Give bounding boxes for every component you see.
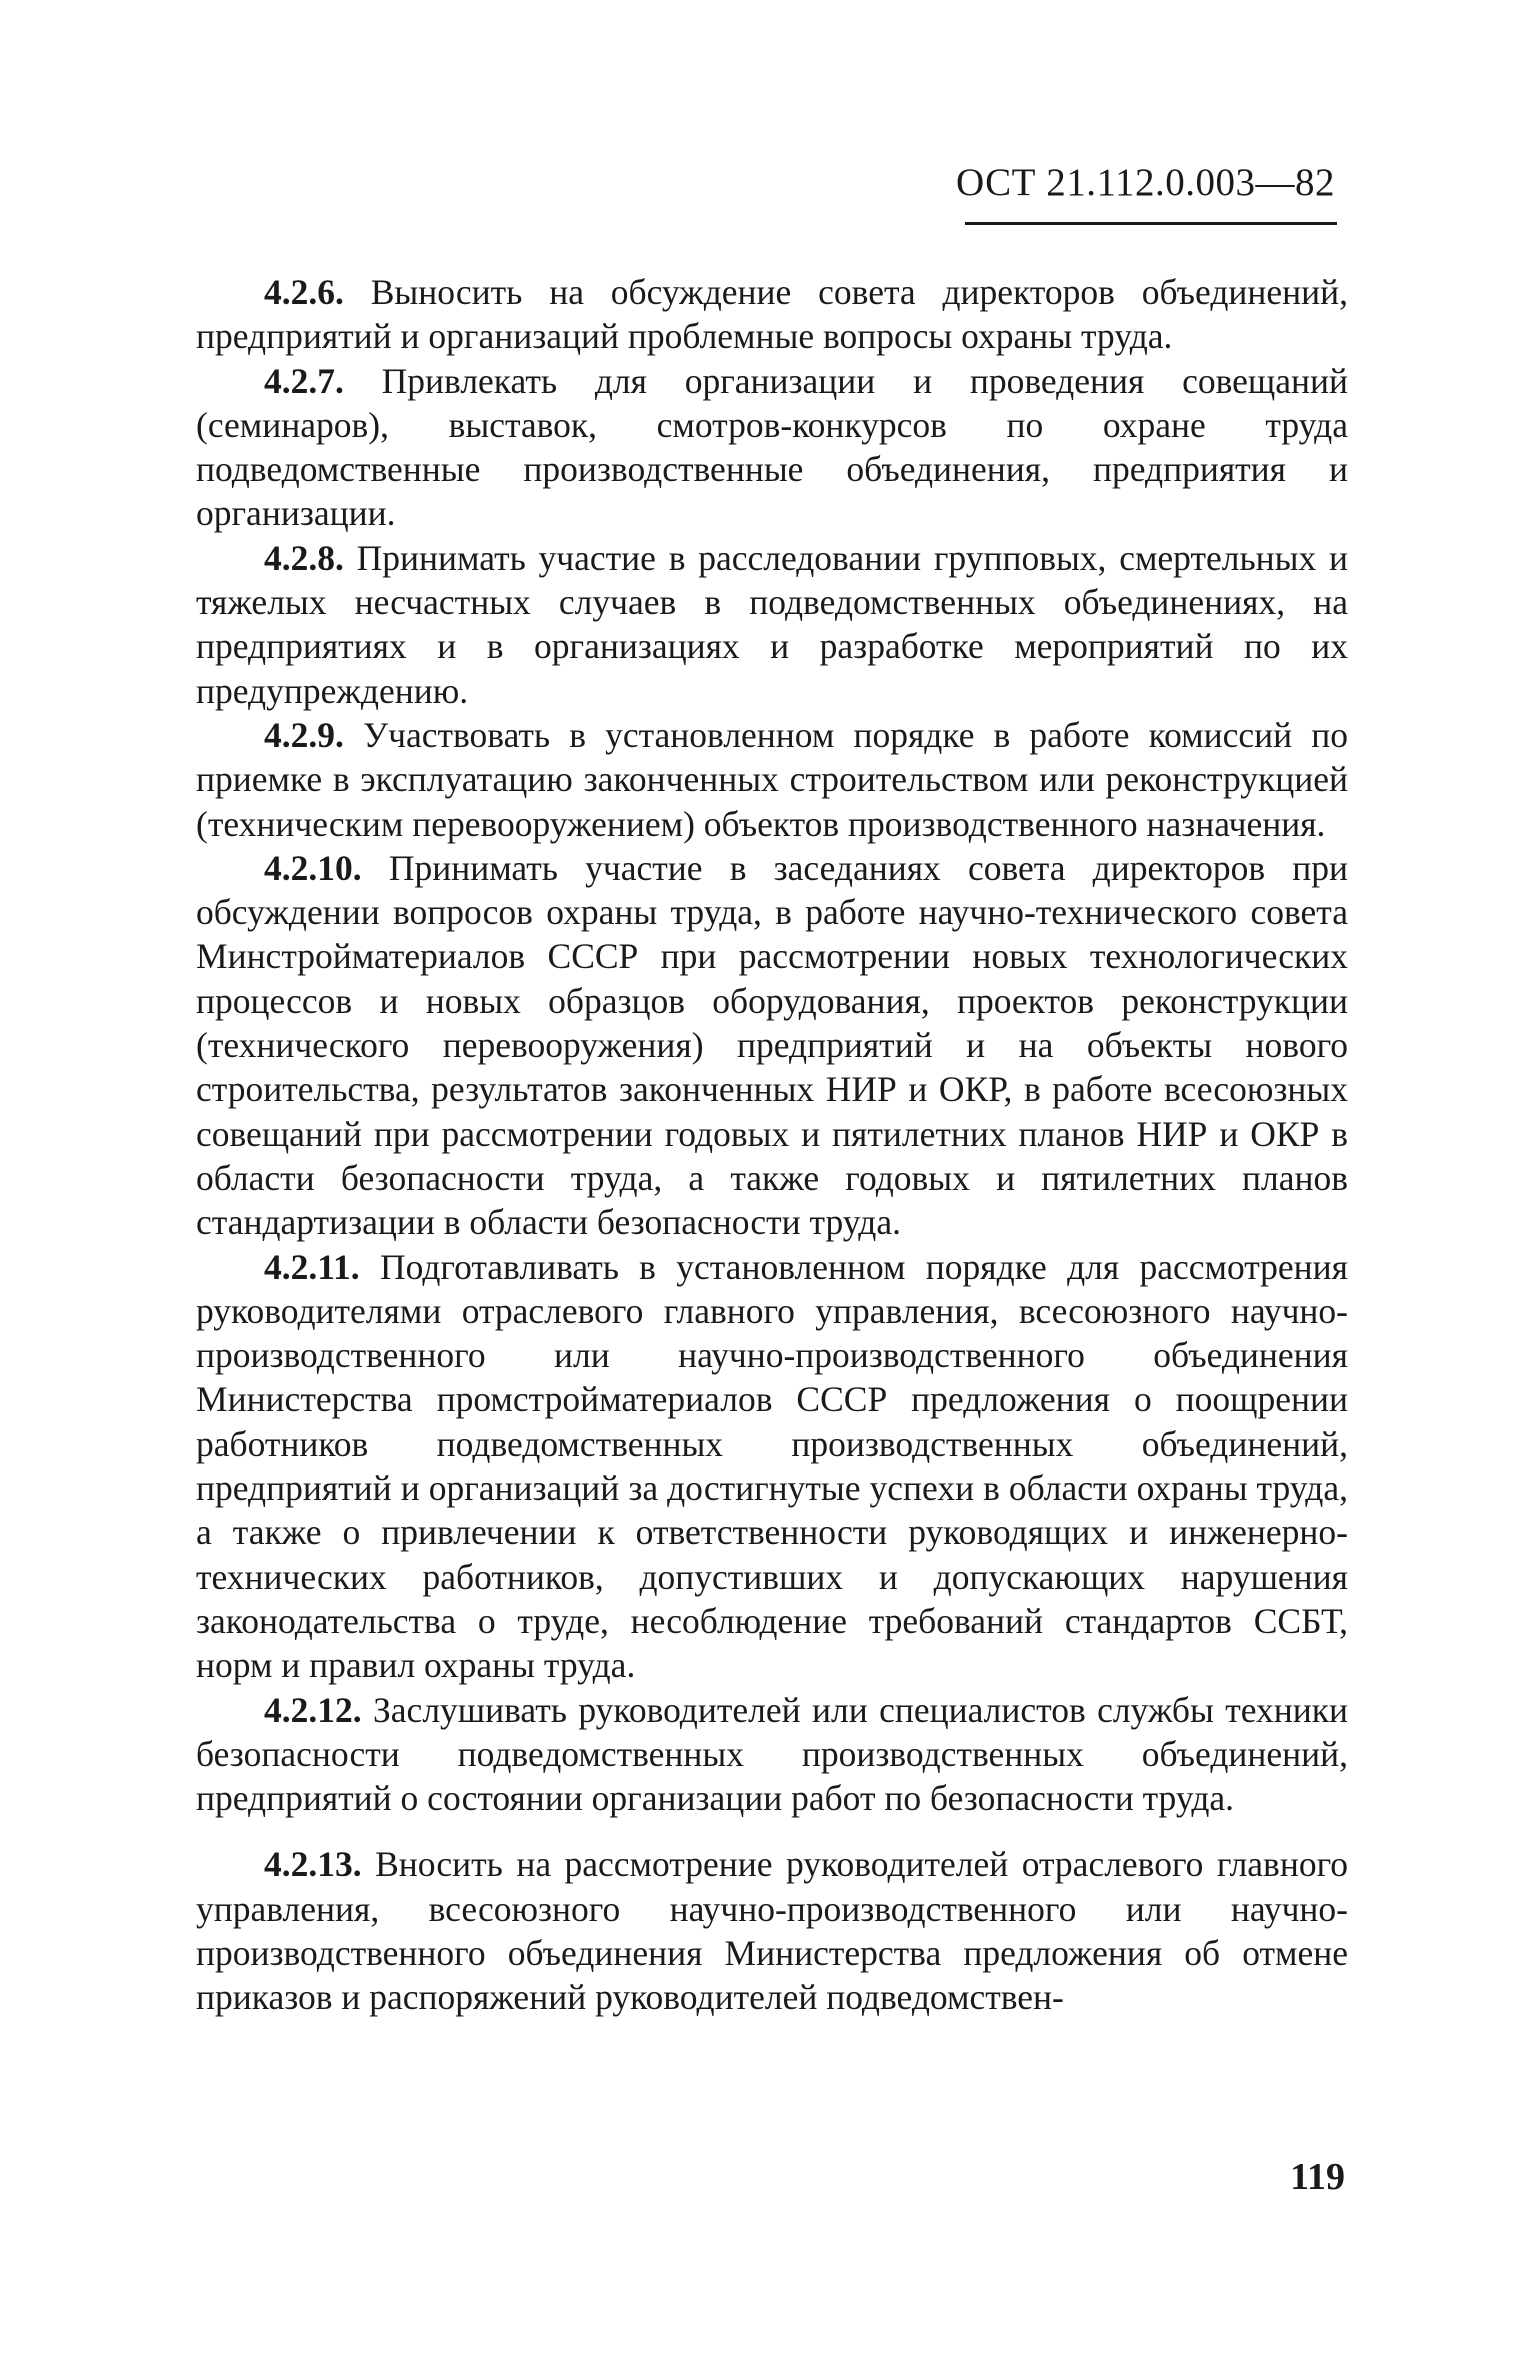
clause-text: Вносить на рассмотрение руководителей отраслевого главного управления, всесоюзного научно-производственного или научно-производственного объединения Министерства предложения об отмене приказов и распоряжений руководителей подведомствен- [196, 1844, 1348, 2018]
clause-text: Заслушивать руководителей или специалистов службы техники безопасности подведомственных производственных объединений, предприятий о состоянии организации работ по безопасности труда. [196, 1689, 1348, 1819]
clause-4-2-12 [196, 1688, 1348, 1821]
body-text [196, 270, 1348, 2020]
clause-number: 4.2.6. [264, 272, 344, 312]
page-number: 119 [1290, 2156, 1345, 2198]
clause-text: Привлекать для организации и проведения совещаний (семинаров), выставок, смотров-конкурсов по охране труда подведомственные производственные объединения, предприятия и организации. [196, 360, 1349, 534]
clause-text: Выносить на обсуждение совета директоров объединений, предприятий и организаций проблемные вопросы охраны труда. [196, 272, 1349, 357]
document-code: ОСТ 21.112.0.003—82 [955, 161, 1335, 204]
clause-number: 4.2.8. [264, 537, 344, 578]
clause-4-2-8 [196, 536, 1348, 713]
clause-4-2-11 [196, 1245, 1348, 1688]
clause-number: 4.2.11. [264, 1246, 360, 1287]
clause-4-2-9 [196, 713, 1348, 846]
clause-text: Участвовать в установленном порядке в работе комиссий по приемке в эксплуатацию законченных строительством или реконструкцией (техническим перевооружением) объектов производственного назначения. [196, 714, 1348, 844]
clause-4-2-6 [196, 270, 1348, 359]
clause-4-2-7 [196, 359, 1348, 536]
clause-number: 4.2.12. [264, 1689, 362, 1730]
clause-text: Принимать участие в расследовании групповых, смертельных и тяжелых несчастных случаев в подведомственных объединениях, на предприятиях и в организациях и разработке мероприятий по их предупреждению. [196, 537, 1348, 711]
header-underline [965, 222, 1337, 225]
clause-number: 4.2.13. [264, 1844, 362, 1885]
clause-number: 4.2.9. [264, 714, 344, 755]
clause-number: 4.2.10. [264, 847, 362, 888]
clause-4-2-10 [196, 846, 1348, 1245]
clause-number: 4.2.7. [264, 360, 344, 401]
clause-4-2-13 [196, 1842, 1348, 2019]
clause-text: Подготавливать в установленном порядке для рассмотрения руководителями отраслевого главного управления, всесоюзного научно-производственного или научно-производственного объединения Министерства промстройматериалов СССР предложения о поощрении работников подведомственных производственных объединений, предприятий и организаций за достигнутые успехи в области охраны труда, а также о привлечении к ответственности руководящих и инженерно-технических работников, допустивших и допускающих нарушения законодательства о труде, несоблюдение требований стандартов ССБТ, норм и правил охраны труда. [196, 1246, 1349, 1686]
clause-text: Принимать участие в заседаниях совета директоров при обсуждении вопросов охраны труда, в работе научно-технического совета Минстройматериалов СССР при рассмотрении новых технологических процессов и новых образцов оборудования, проектов реконструкции (технического перевооружения) предприятий и на объекты нового строительства, результатов законченных НИР и ОКР, в работе всесоюзных совещаний при рассмотрении годовых и пятилетних планов НИР и ОКР в области безопасности труда, а также годовых и пятилетних планов стандартизации в области безопасности труда. [196, 847, 1348, 1243]
